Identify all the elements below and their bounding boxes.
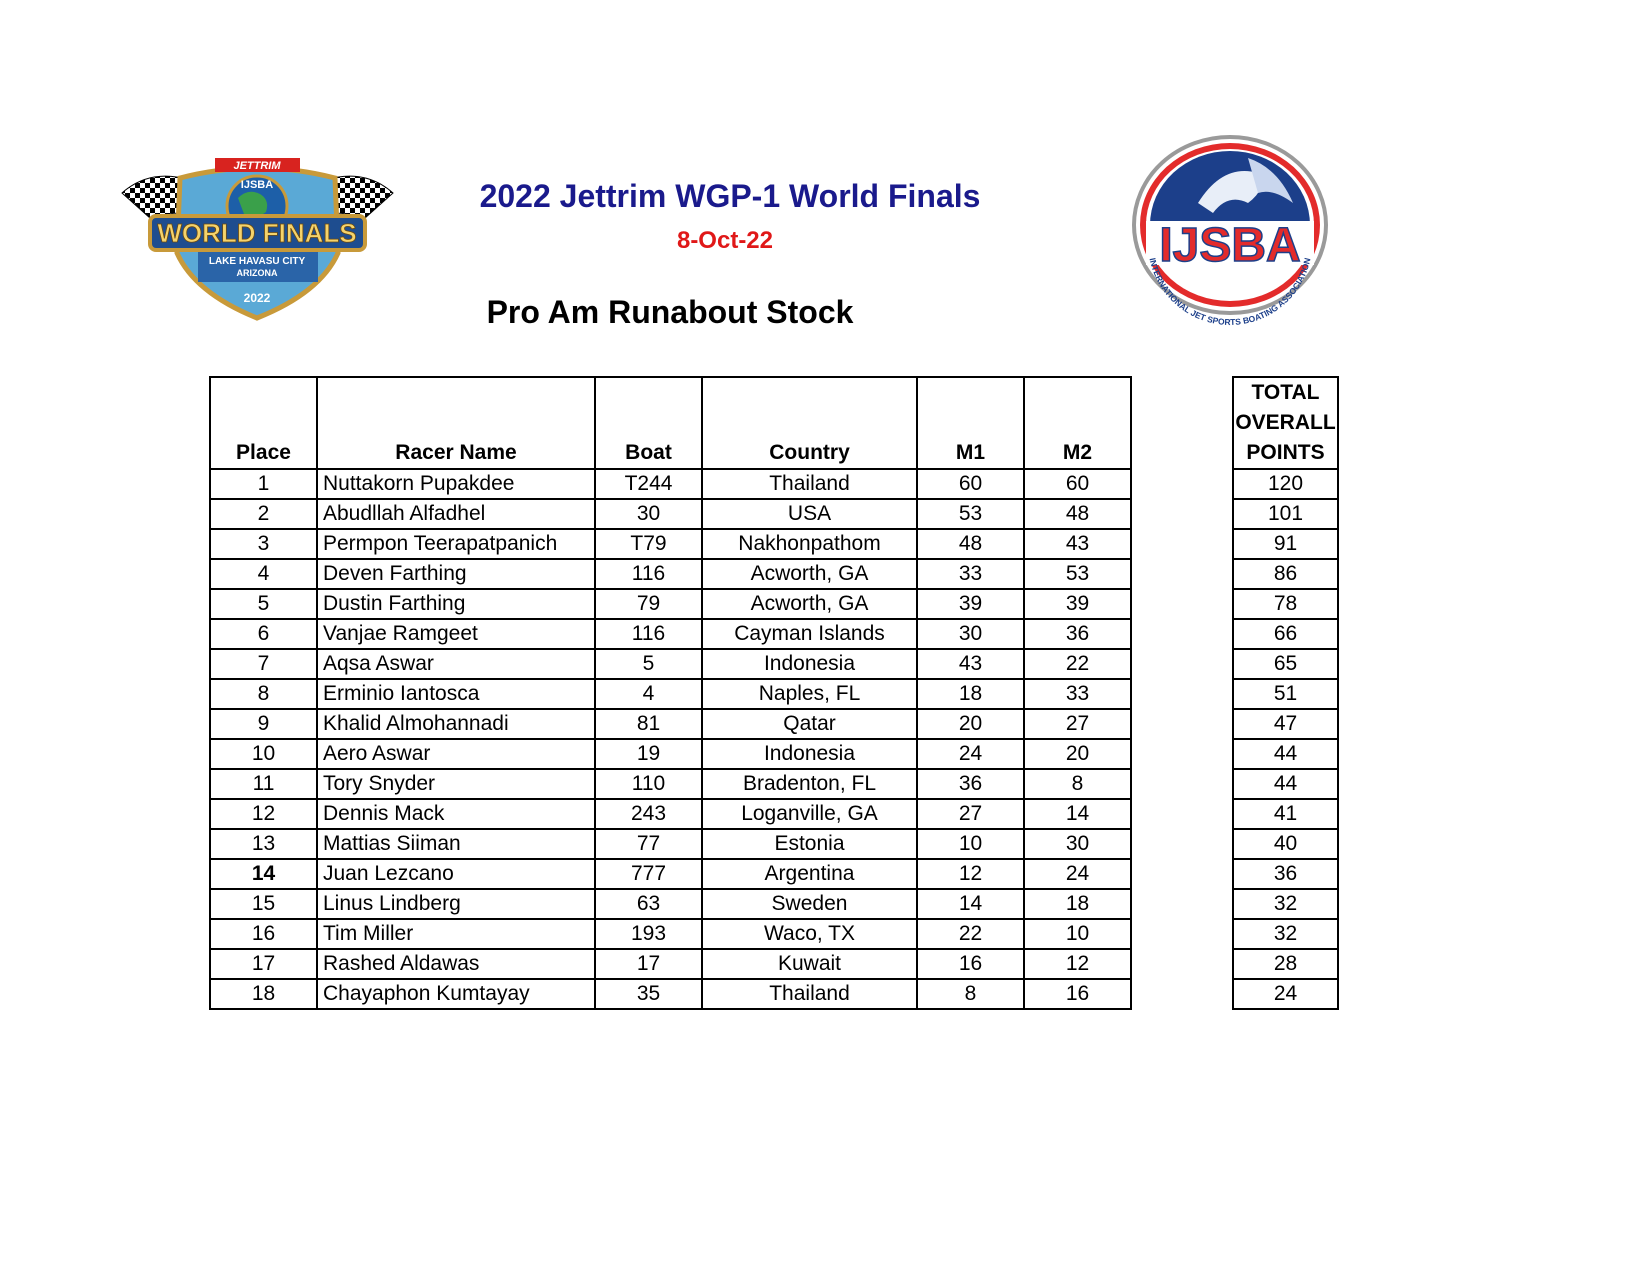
- cell-name: Dennis Mack: [317, 799, 595, 829]
- cell-m1: 60: [917, 469, 1024, 499]
- cell-name: Permpon Teerapatpanich: [317, 529, 595, 559]
- cell-name: Rashed Aldawas: [317, 949, 595, 979]
- cell-place: 6: [210, 619, 317, 649]
- cell-total-points: 51: [1233, 679, 1338, 709]
- table-row: [210, 469, 1131, 499]
- cell-name: Vanjae Ramgeet: [317, 619, 595, 649]
- cell-country: Nakhonpathom: [702, 529, 917, 559]
- world-finals-logo: [120, 158, 395, 323]
- totals-row: [1233, 769, 1338, 799]
- cell-total-points: 32: [1233, 919, 1338, 949]
- cell-place: 18: [210, 979, 317, 1009]
- table-row: [210, 889, 1131, 919]
- header-boat: Boat: [595, 377, 702, 469]
- cell-total-points: 41: [1233, 799, 1338, 829]
- cell-place: 2: [210, 499, 317, 529]
- ijsba-ring-text: INTERNATIONAL JET SPORTS BOATING ASSOCIATION: [1147, 256, 1313, 328]
- results-table: [209, 376, 1132, 1010]
- totals-row: [1233, 499, 1338, 529]
- header-m1: M1: [917, 377, 1024, 469]
- cell-m2: 39: [1024, 589, 1131, 619]
- cell-boat: 79: [595, 589, 702, 619]
- cell-m1: 30: [917, 619, 1024, 649]
- totals-table: [1232, 376, 1339, 1010]
- cell-total-points: 44: [1233, 769, 1338, 799]
- cell-m1: 22: [917, 919, 1024, 949]
- totals-row: [1233, 589, 1338, 619]
- table-row: [210, 919, 1131, 949]
- cell-name: Mattias Siiman: [317, 829, 595, 859]
- cell-m2: 10: [1024, 919, 1131, 949]
- cell-m1: 24: [917, 739, 1024, 769]
- cell-m1: 39: [917, 589, 1024, 619]
- totals-row: [1233, 619, 1338, 649]
- cell-total-points: 28: [1233, 949, 1338, 979]
- logo-main-text: WORLD FINALS: [157, 218, 357, 248]
- cell-total-points: 66: [1233, 619, 1338, 649]
- cell-boat: 63: [595, 889, 702, 919]
- cell-name: Juan Lezcano: [317, 859, 595, 889]
- cell-name: Nuttakorn Pupakdee: [317, 469, 595, 499]
- ijsba-logo-text: IJSBA: [1159, 219, 1301, 272]
- table-row: [210, 589, 1131, 619]
- totals-header-row: [1233, 377, 1338, 469]
- cell-place: 14: [210, 859, 317, 889]
- cell-place: 13: [210, 829, 317, 859]
- cell-boat: 116: [595, 619, 702, 649]
- cell-place: 10: [210, 739, 317, 769]
- cell-place: 11: [210, 769, 317, 799]
- cell-place: 8: [210, 679, 317, 709]
- cell-boat: 193: [595, 919, 702, 949]
- cell-total-points: 91: [1233, 529, 1338, 559]
- cell-country: Cayman Islands: [702, 619, 917, 649]
- cell-country: Indonesia: [702, 739, 917, 769]
- cell-boat: T79: [595, 529, 702, 559]
- cell-place: 15: [210, 889, 317, 919]
- cell-m2: 33: [1024, 679, 1131, 709]
- cell-name: Khalid Almohannadi: [317, 709, 595, 739]
- cell-country: USA: [702, 499, 917, 529]
- table-row: [210, 979, 1131, 1009]
- cell-m2: 24: [1024, 859, 1131, 889]
- cell-place: 5: [210, 589, 317, 619]
- cell-country: Kuwait: [702, 949, 917, 979]
- table-row: [210, 799, 1131, 829]
- cell-total-points: 40: [1233, 829, 1338, 859]
- cell-country: Estonia: [702, 829, 917, 859]
- cell-m2: 30: [1024, 829, 1131, 859]
- cell-boat: 35: [595, 979, 702, 1009]
- cell-m1: 53: [917, 499, 1024, 529]
- totals-row: [1233, 679, 1338, 709]
- cell-country: Loganville, GA: [702, 799, 917, 829]
- table-row: [210, 529, 1131, 559]
- cell-place: 7: [210, 649, 317, 679]
- cell-total-points: 24: [1233, 979, 1338, 1009]
- header-m2: M2: [1024, 377, 1131, 469]
- cell-name: Erminio Iantosca: [317, 679, 595, 709]
- header-racer-name: Racer Name: [317, 377, 595, 469]
- cell-place: 16: [210, 919, 317, 949]
- cell-place: 3: [210, 529, 317, 559]
- event-date: 8-Oct-22: [676, 227, 774, 254]
- totals-row: [1233, 739, 1338, 769]
- cell-country: Naples, FL: [702, 679, 917, 709]
- cell-total-points: 65: [1233, 649, 1338, 679]
- cell-boat: 30: [595, 499, 702, 529]
- cell-country: Acworth, GA: [702, 589, 917, 619]
- header-total-line-1: TOTAL: [1251, 381, 1320, 404]
- totals-row: [1233, 529, 1338, 559]
- cell-country: Indonesia: [702, 649, 917, 679]
- totals-row: [1233, 919, 1338, 949]
- cell-name: Dustin Farthing: [317, 589, 595, 619]
- header-country: Country: [702, 377, 917, 469]
- logo-brand-text: JETTRIM: [233, 160, 281, 172]
- page-title: 2022 Jettrim WGP-1 World Finals: [479, 178, 981, 214]
- cell-m2: 27: [1024, 709, 1131, 739]
- cell-name: Deven Farthing: [317, 559, 595, 589]
- cell-country: Waco, TX: [702, 919, 917, 949]
- cell-m2: 8: [1024, 769, 1131, 799]
- cell-m1: 16: [917, 949, 1024, 979]
- cell-m2: 12: [1024, 949, 1131, 979]
- cell-m2: 20: [1024, 739, 1131, 769]
- cell-name: Abudllah Alfadhel: [317, 499, 595, 529]
- totals-row: [1233, 859, 1338, 889]
- header-total-line-3: POINTS: [1246, 441, 1325, 464]
- totals-row: [1233, 829, 1338, 859]
- table-row: [210, 499, 1131, 529]
- cell-total-points: 78: [1233, 589, 1338, 619]
- cell-boat: 5: [595, 649, 702, 679]
- cell-name: Tory Snyder: [317, 769, 595, 799]
- logo-org-text: IJSBA: [240, 179, 274, 191]
- cell-m1: 27: [917, 799, 1024, 829]
- table-row: [210, 829, 1131, 859]
- cell-boat: T244: [595, 469, 702, 499]
- cell-country: Bradenton, FL: [702, 769, 917, 799]
- totals-row: [1233, 979, 1338, 1009]
- cell-boat: 81: [595, 709, 702, 739]
- cell-country: Thailand: [702, 979, 917, 1009]
- cell-m2: 14: [1024, 799, 1131, 829]
- cell-country: Argentina: [702, 859, 917, 889]
- cell-m2: 60: [1024, 469, 1131, 499]
- cell-boat: 243: [595, 799, 702, 829]
- table-row: [210, 619, 1131, 649]
- cell-total-points: 36: [1233, 859, 1338, 889]
- cell-boat: 110: [595, 769, 702, 799]
- cell-place: 1: [210, 469, 317, 499]
- totals-row: [1233, 559, 1338, 589]
- cell-m1: 10: [917, 829, 1024, 859]
- cell-total-points: 44: [1233, 739, 1338, 769]
- cell-m2: 18: [1024, 889, 1131, 919]
- table-row: [210, 769, 1131, 799]
- cell-boat: 4: [595, 679, 702, 709]
- header-total-line-2: OVERALL: [1235, 411, 1336, 434]
- cell-name: Linus Lindberg: [317, 889, 595, 919]
- cell-name: Aqsa Aswar: [317, 649, 595, 679]
- cell-country: Acworth, GA: [702, 559, 917, 589]
- cell-total-points: 120: [1233, 469, 1338, 499]
- cell-name: Chayaphon Kumtayay: [317, 979, 595, 1009]
- cell-m1: 20: [917, 709, 1024, 739]
- logo-location-2: ARIZONA: [236, 268, 278, 278]
- cell-boat: 19: [595, 739, 702, 769]
- totals-row: [1233, 799, 1338, 829]
- totals-row: [1233, 889, 1338, 919]
- cell-place: 17: [210, 949, 317, 979]
- cell-total-points: 101: [1233, 499, 1338, 529]
- table-row: [210, 559, 1131, 589]
- table-row: [210, 709, 1131, 739]
- cell-name: Aero Aswar: [317, 739, 595, 769]
- cell-total-points: 86: [1233, 559, 1338, 589]
- cell-m2: 22: [1024, 649, 1131, 679]
- cell-m2: 36: [1024, 619, 1131, 649]
- header-total-overall-points: [1233, 377, 1338, 469]
- cell-m1: 8: [917, 979, 1024, 1009]
- cell-boat: 77: [595, 829, 702, 859]
- cell-boat: 17: [595, 949, 702, 979]
- totals-row: [1233, 949, 1338, 979]
- cell-m2: 53: [1024, 559, 1131, 589]
- table-row: [210, 649, 1131, 679]
- results-header-row: [210, 377, 1131, 469]
- cell-m1: 14: [917, 889, 1024, 919]
- class-title: Pro Am Runabout Stock: [486, 294, 854, 330]
- logo-year: 2022: [243, 291, 271, 305]
- totals-row: [1233, 469, 1338, 499]
- table-row: [210, 739, 1131, 769]
- cell-boat: 116: [595, 559, 702, 589]
- cell-m1: 36: [917, 769, 1024, 799]
- totals-row: [1233, 649, 1338, 679]
- cell-place: 9: [210, 709, 317, 739]
- cell-m1: 18: [917, 679, 1024, 709]
- cell-m1: 12: [917, 859, 1024, 889]
- cell-name: Tim Miller: [317, 919, 595, 949]
- cell-m1: 48: [917, 529, 1024, 559]
- cell-country: Qatar: [702, 709, 917, 739]
- table-row: [210, 949, 1131, 979]
- cell-m2: 48: [1024, 499, 1131, 529]
- logo-location-1: LAKE HAVASU CITY: [208, 256, 306, 267]
- table-row: [210, 679, 1131, 709]
- cell-m1: 43: [917, 649, 1024, 679]
- ijsba-logo: [1128, 133, 1332, 341]
- header-place: Place: [210, 377, 317, 469]
- cell-boat: 777: [595, 859, 702, 889]
- cell-m2: 43: [1024, 529, 1131, 559]
- cell-place: 12: [210, 799, 317, 829]
- cell-m2: 16: [1024, 979, 1131, 1009]
- cell-country: Thailand: [702, 469, 917, 499]
- cell-place: 4: [210, 559, 317, 589]
- cell-country: Sweden: [702, 889, 917, 919]
- cell-total-points: 47: [1233, 709, 1338, 739]
- cell-total-points: 32: [1233, 889, 1338, 919]
- totals-row: [1233, 709, 1338, 739]
- cell-m1: 33: [917, 559, 1024, 589]
- table-row: [210, 859, 1131, 889]
